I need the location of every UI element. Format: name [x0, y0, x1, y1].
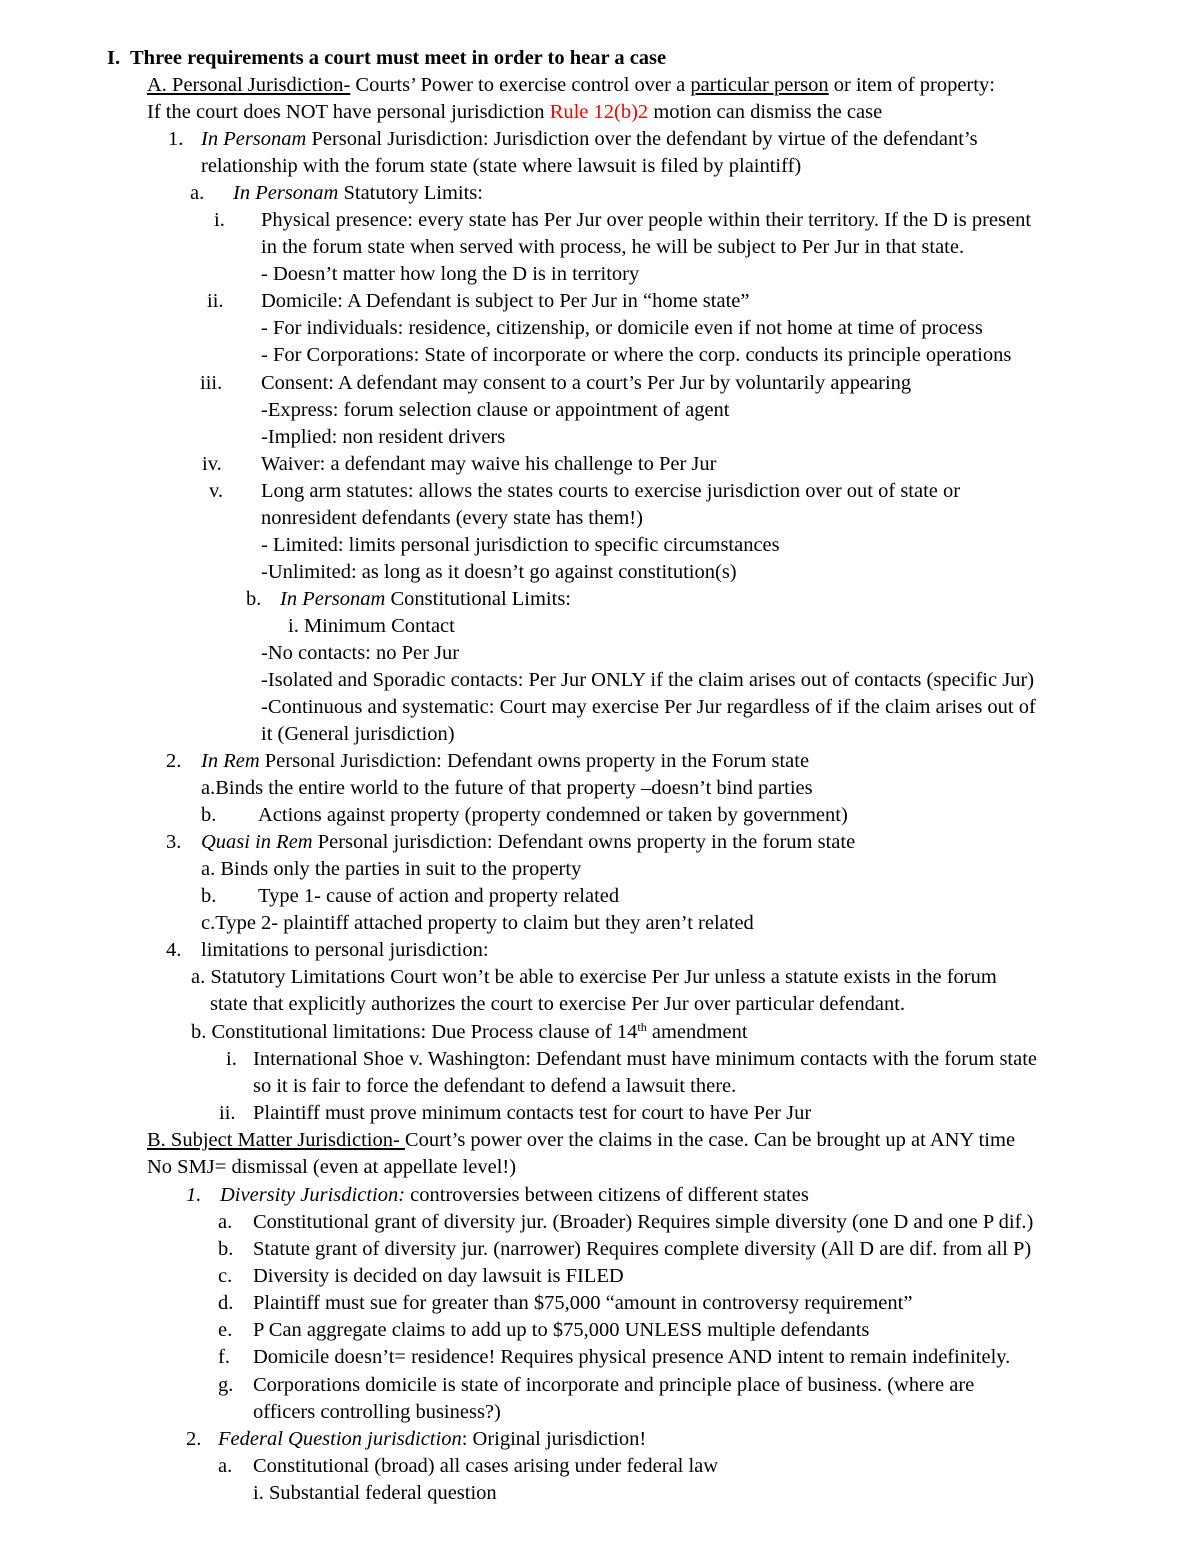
list-letter: a.: [218, 1455, 233, 1477]
outline-heading-1: [107, 45, 666, 72]
list-item-text: - For individuals: residence, citizenship, or domicile even if not home at time of process: [261, 317, 983, 339]
rule-reference: Rule 12(b)2: [549, 101, 649, 123]
roman-numeral: i.: [226, 1048, 237, 1070]
list-item-text: Domicile: A Defendant is subject to Per Jur in “home state”: [261, 290, 750, 312]
list-item-text: No SMJ= dismissal (even at appellate level!): [147, 1156, 517, 1178]
limitations-heading: limitations to personal jurisdiction:: [201, 939, 489, 961]
list-item-text: -Implied: non resident drivers: [261, 426, 506, 448]
list-letter: f.: [218, 1346, 230, 1368]
section-b-heading: B. Subject Matter Jurisdiction- Court’s power over the claims in the case. Can be brought up at ANY time: [147, 1129, 1016, 1151]
list-item-text: Actions against property (property condemned or taken by government): [258, 804, 848, 826]
roman-numeral: iii.: [200, 372, 223, 394]
roman-numeral: v.: [209, 480, 224, 502]
list-item-text: Plaintiff must sue for greater than $75,000 “amount in controversy requirement”: [253, 1292, 913, 1314]
list-number: 1.: [186, 1184, 202, 1206]
list-item-text: b. Constitutional limitations: Due Process clause of 14th amendment: [191, 1020, 748, 1043]
list-letter: b.: [201, 804, 217, 826]
list-item-text: Corporations domicile is state of incorporate and principle place of business. (where are: [253, 1374, 975, 1396]
list-item-text: Waiver: a defendant may waive his challenge to Per Jur: [261, 453, 717, 475]
list-number: 4.: [166, 939, 182, 961]
list-item-text: Type 1- cause of action and property related: [258, 885, 620, 907]
statutory-limits-heading: In Personam Statutory Limits:: [233, 182, 483, 204]
list-number: 2.: [186, 1428, 202, 1450]
federal-question-heading: Federal Question jurisdiction: Original jurisdiction!: [218, 1428, 647, 1450]
list-item-text: P Can aggregate claims to add up to $75,000 UNLESS multiple defendants: [253, 1319, 870, 1341]
list-item-text: Consent: A defendant may consent to a court’s Per Jur by voluntarily appearing: [261, 372, 912, 394]
list-item-text: -Continuous and systematic: Court may exercise Per Jur regardless of if the claim arises out of: [261, 696, 1036, 718]
list-item-text: International Shoe v. Washington: Defendant must have minimum contacts with the forum state: [253, 1048, 1038, 1070]
list-item-text: Diversity is decided on day lawsuit is FILED: [253, 1265, 624, 1287]
list-number: 2.: [166, 750, 182, 772]
list-item-text: state that explicitly authorizes the court to exercise Per Jur over particular defendant.: [210, 993, 906, 1015]
list-item-text: Plaintiff must prove minimum contacts test for court to have Per Jur: [253, 1102, 812, 1124]
list-item-text: nonresident defendants (every state has them!): [261, 507, 643, 529]
list-item-text: it (General jurisdiction): [261, 723, 455, 745]
list-letter: a.: [218, 1211, 233, 1233]
section-b-label: B. Subject Matter Jurisdiction-: [147, 1129, 405, 1151]
list-item-text: - Limited: limits personal jurisdiction to specific circumstances: [261, 534, 780, 556]
roman-numeral: ii.: [219, 1102, 236, 1124]
list-letter: e.: [218, 1319, 233, 1341]
list-item-text: Long arm statutes: allows the states courts to exercise jurisdiction over out of state or: [261, 480, 961, 502]
list-item-text: Domicile doesn’t= residence! Requires physical presence AND intent to remain indefinitely.: [253, 1346, 1011, 1368]
list-item-text: in the forum state when served with process, he will be subject to Per Jur in that state.: [261, 236, 965, 258]
heading-number: I.: [107, 47, 121, 69]
dismissal-rule-line: If the court does NOT have personal jurisdiction Rule 12(b)2 motion can dismiss the case: [147, 101, 883, 123]
section-a-heading: A. Personal Jurisdiction- Courts’ Power to exercise control over a particular person or item of property:: [147, 74, 995, 96]
list-item-text: a. Statutory Limitations Court won’t be able to exercise Per Jur unless a statute exists in the forum: [191, 966, 997, 988]
list-number: 1.: [168, 128, 184, 150]
list-item-text: -No contacts: no Per Jur: [261, 642, 460, 664]
list-item-text: - Doesn’t matter how long the D is in territory: [261, 263, 640, 285]
roman-numeral: iv.: [202, 453, 222, 475]
constitutional-limits-heading: In Personam Constitutional Limits:: [280, 588, 571, 610]
list-item-text: Constitutional (broad) all cases arising under federal law: [253, 1455, 719, 1477]
page-title: Three requirements a court must meet in order to hear a case: [130, 47, 667, 69]
list-item-text: officers controlling business?): [253, 1401, 501, 1423]
list-item-text: a. Binds only the parties in suit to the property: [201, 858, 582, 880]
list-letter: b.: [246, 588, 262, 610]
section-a-label: A. Personal Jurisdiction-: [147, 74, 351, 96]
list-item-text: Physical presence: every state has Per Jur over people within their territory. If the D is present: [261, 209, 1032, 231]
list-item-text: i. Substantial federal question: [253, 1482, 497, 1504]
diversity-heading: Diversity Jurisdiction: controversies between citizens of different states: [220, 1184, 809, 1206]
in-personam-heading: In Personam Personal Jurisdiction: Jurisdiction over the defendant by virtue of the defendant’s: [201, 128, 978, 150]
list-item-text: -Unlimited: as long as it doesn’t go against constitution(s): [261, 561, 737, 583]
list-item-text: -Express: forum selection clause or appointment of agent: [261, 399, 730, 421]
list-number: 3.: [166, 831, 182, 853]
list-item-text: a.Binds the entire world to the future of that property –doesn’t bind parties: [201, 777, 813, 799]
list-item-text: - For Corporations: State of incorporate or where the corp. conducts its principle operations: [261, 344, 1012, 366]
roman-numeral: i.: [214, 209, 225, 231]
list-item-text: so it is fair to force the defendant to defend a lawsuit there.: [253, 1075, 737, 1097]
in-rem-heading: In Rem Personal Jurisdiction: Defendant owns property in the Forum state: [201, 750, 810, 772]
list-item-text: i. Minimum Contact: [288, 615, 455, 637]
list-item-text: relationship with the forum state (state where lawsuit is filed by plaintiff): [201, 155, 802, 177]
roman-numeral: ii.: [207, 290, 224, 312]
quasi-in-rem-heading: Quasi in Rem Personal jurisdiction: Defendant owns property in the forum state: [201, 831, 856, 853]
list-letter: b.: [218, 1238, 234, 1260]
list-letter: c.: [218, 1265, 233, 1287]
list-item-text: Statute grant of diversity jur. (narrower) Requires complete diversity (All D are dif. from all P): [253, 1238, 1032, 1260]
list-letter: a.: [190, 182, 205, 204]
list-letter: g.: [218, 1374, 234, 1396]
list-item-text: c.Type 2- plaintiff attached property to claim but they aren’t related: [201, 912, 754, 934]
list-letter: b.: [201, 885, 217, 907]
list-letter: d.: [218, 1292, 234, 1314]
list-item-text: Constitutional grant of diversity jur. (Broader) Requires simple diversity (one D and one P dif.): [253, 1211, 1034, 1233]
list-item-text: -Isolated and Sporadic contacts: Per Jur ONLY if the claim arises out of contacts (specific Jur): [261, 669, 1035, 691]
